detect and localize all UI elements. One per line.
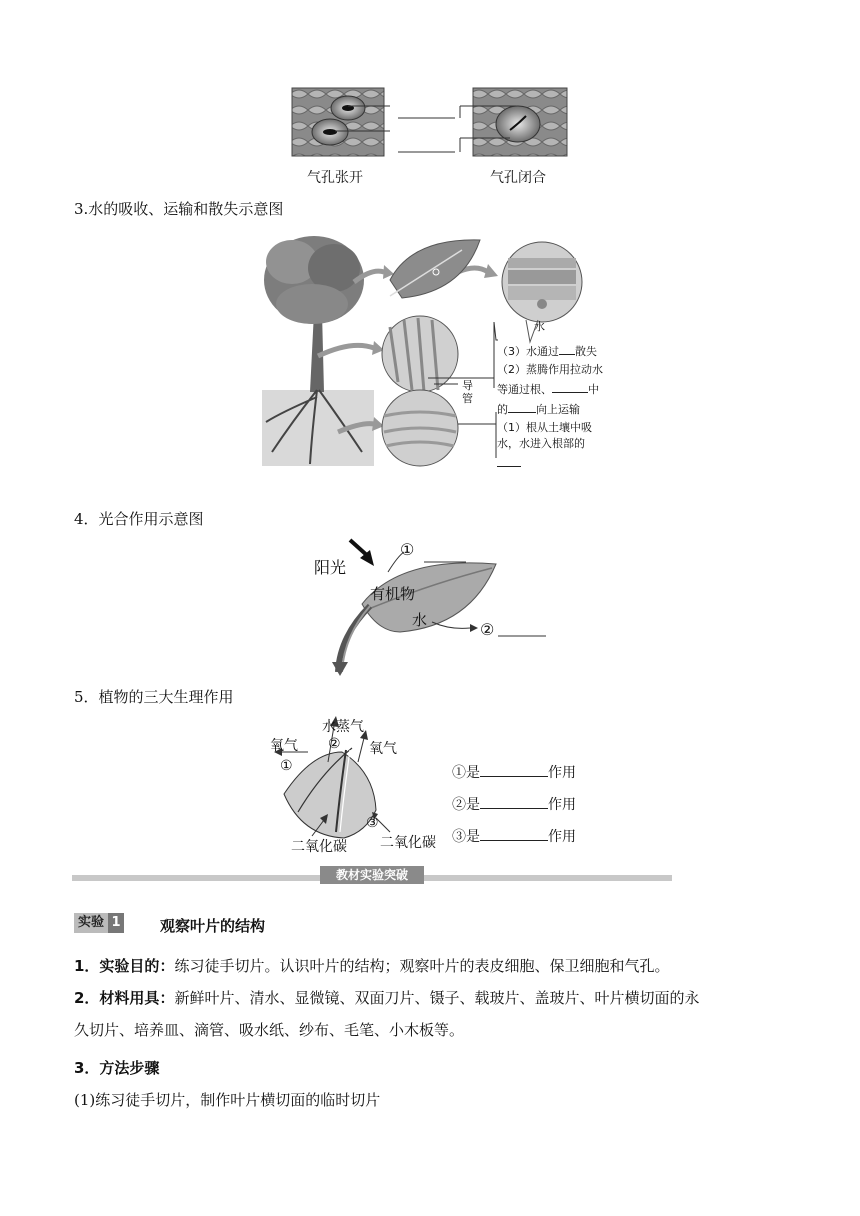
oxygen-right-label: 氧气 (369, 741, 397, 757)
label-1-blank (497, 452, 521, 467)
label-2-blank2 (508, 398, 536, 413)
label-2-line2-tail: 中 (588, 383, 599, 396)
mark-1: ① (400, 540, 415, 559)
question-3 (452, 826, 576, 846)
question-2-suffix: 作用 (548, 797, 576, 813)
label-2-line2 (497, 378, 627, 398)
label-1-line1: （1）根从土壤中吸 (497, 421, 592, 434)
materials-label: 2．材料用具： (74, 989, 175, 1007)
materials-text-line1: 新鲜叶片、清水、显微镜、双面刀片、镊子、载玻片、盖玻片、叶片横切面的永 (174, 989, 700, 1007)
question-3-suffix: 作用 (548, 829, 576, 845)
label-1 (497, 420, 627, 472)
section5-heading: 5．植物的三大生理作用 (74, 688, 234, 706)
mark-5-3: ③ (366, 815, 379, 831)
label-2-line3 (497, 398, 627, 418)
label-2-blank1 (552, 378, 588, 393)
question-3-prefix: ③是 (452, 829, 480, 845)
stomata-open-caption: 气孔张开 (307, 170, 363, 186)
section-banner: 教材实验突破 (320, 866, 424, 884)
methods-heading: 3．方法步骤 (74, 1059, 160, 1077)
oxygen-left-label: 氧气 (270, 738, 298, 754)
label-3-blank (559, 340, 575, 355)
mark-5-2: ② (328, 736, 341, 752)
purpose-text: 练习徒手切片。认识叶片的结构；观察叶片的表皮细胞、保卫细胞和气孔。 (174, 957, 670, 975)
label-2-line1: （2）蒸腾作用拉动水 (497, 363, 603, 376)
experiment-materials (74, 988, 814, 1008)
label-2 (497, 362, 627, 418)
water-label-4: 水 (412, 611, 428, 629)
experiment-tag (74, 913, 124, 933)
label-1-line2: 水，水进入根部的 (497, 437, 585, 450)
label-3-tail: 散失 (575, 345, 597, 358)
co2-right-label: 二氧化碳 (380, 835, 436, 851)
experiment-tag-label: 实验 (74, 913, 108, 933)
label-2-line3-tail: 向上运输 (536, 403, 580, 416)
co2-left-label: 二氧化碳 (291, 839, 347, 855)
question-2-blank (480, 794, 548, 809)
photosynthesis-figure (320, 536, 560, 676)
method-step-1: (1)练习徒手切片，制作叶片横切面的临时切片 (74, 1091, 381, 1109)
section4-heading: 4．光合作用示意图 (74, 510, 204, 528)
label-3 (497, 340, 597, 360)
photosynthesis-leaf-illustration (320, 536, 560, 676)
experiment-tag-number: 1 (108, 913, 124, 933)
mark-5-1: ① (280, 758, 293, 774)
label-3-text: （3）水通过 (497, 345, 559, 358)
experiment-purpose (74, 956, 794, 976)
sunlight-label: 阳光 (314, 558, 347, 577)
purpose-label: 1．实验目的： (74, 957, 175, 975)
label-2-line2-text: 等通过根、 (497, 383, 552, 396)
materials-text-line2: 久切片、培养皿、滴管、吸水纸、纱布、毛笔、小木板等。 (74, 1021, 465, 1039)
vapor-label: 水蒸气 (322, 719, 364, 735)
label-2-line3-text: 的 (497, 403, 508, 416)
question-1-suffix: 作用 (548, 765, 576, 781)
stomata-closed-caption: 气孔闭合 (490, 170, 546, 186)
water-label: 水 (534, 320, 545, 333)
question-2-prefix: ②是 (452, 797, 480, 813)
question-1-prefix: ①是 (452, 765, 480, 781)
organic-label: 有机物 (370, 585, 416, 603)
experiment-title: 观察叶片的结构 (160, 917, 266, 935)
question-1-blank (480, 762, 548, 777)
question-1 (452, 762, 576, 782)
vessel-label: 导管 (462, 379, 473, 405)
section3-heading: 3.水的吸收、运输和散失示意图 (74, 200, 284, 218)
label-1-line3 (497, 452, 627, 472)
question-3-blank (480, 826, 548, 841)
mark-2: ② (480, 620, 495, 639)
question-2 (452, 794, 576, 814)
